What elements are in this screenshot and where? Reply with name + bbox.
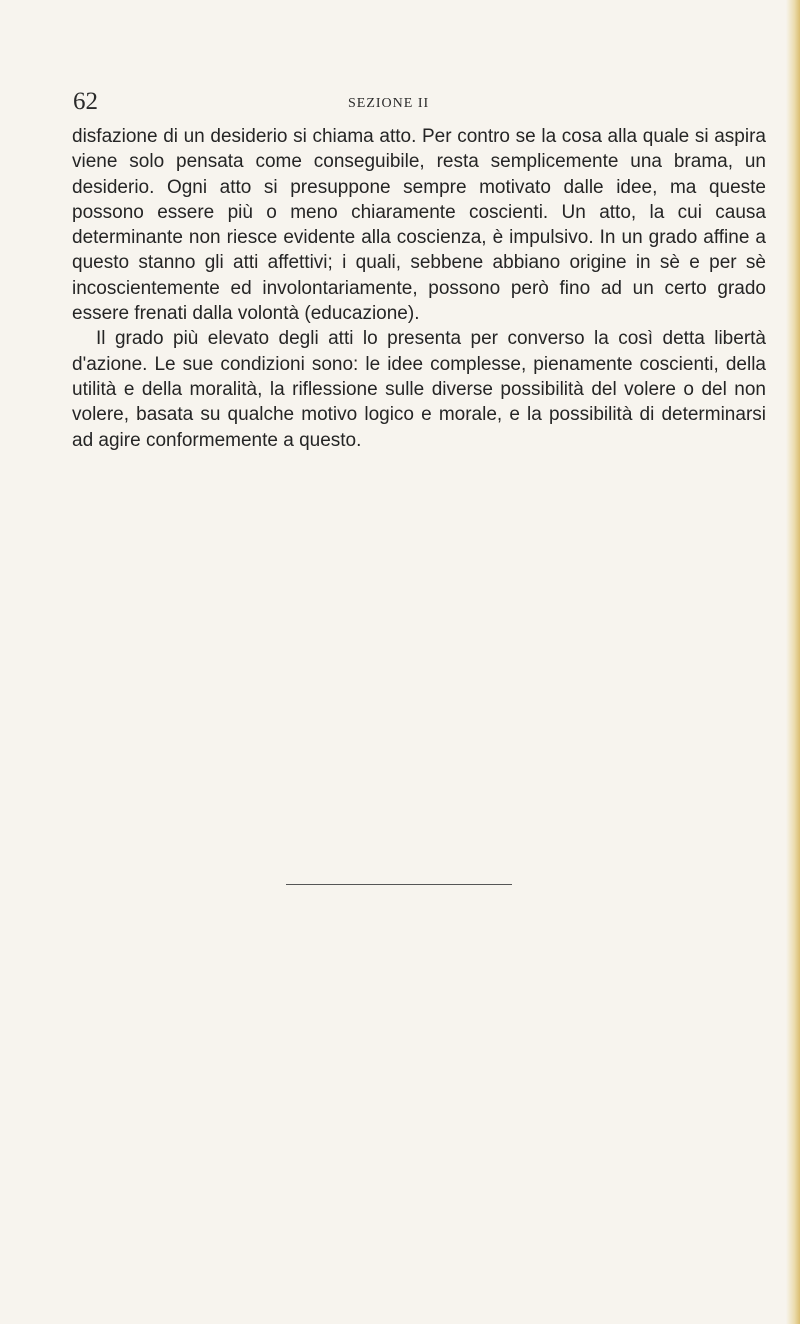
section-divider (286, 884, 512, 885)
page-number: 62 (73, 88, 98, 115)
page-edge-shadow (786, 0, 800, 1324)
page-header (73, 88, 763, 118)
paragraph-2: Il grado più elevato degli atti lo presenta per converso la così detta libertà d'azione. Le sue condizioni sono: le idee complesse, pienamente coscienti, della utilità e della moralità, la riflessione sulle diverse possibilità del volere o del non volere, basata su qualche motivo logico e morale, e la possibilità di determinarsi ad agire conformemente a questo. (72, 328, 766, 451)
paragraph-1: disfazione di un desiderio si chiama atto. Per contro se la cosa alla quale si aspira viene solo pensata come conseguibile, resta semplicemente una brama, un desiderio. Ogni atto si presuppone sempre motivato dalle idee, ma queste possono essere più o meno chiaramente coscienti. Un atto, la cui causa determinante non riesce evidente alla coscienza, è impulsivo. In un grado affine a questo stanno gli atti affettivi; i quali, sebbene abbiano origine in sè e per sè incoscientemente ed involontariamente, possono però fino ad un certo grado essere frenati dalla volontà (educazione). (72, 126, 766, 325)
body-text (72, 124, 766, 453)
section-title: SEZIONE II (348, 96, 430, 111)
